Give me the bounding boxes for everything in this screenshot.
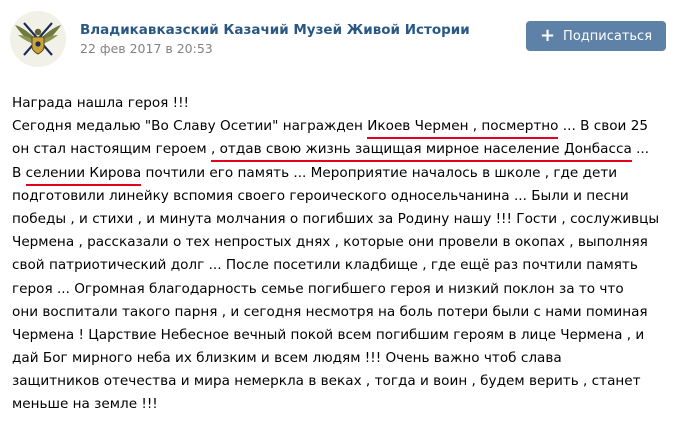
highlighted-hero-name: Икоев Чермен , посмертно [367,116,558,139]
plus-icon: + [539,24,556,46]
post-text-line: они воспитали такого парня , и сегодня несмотря на боль потери были с нами поминая [12,303,648,320]
post-text-line: дай Бог мирного неба их близким и всем людям !!! Очень важно чтоб слава [12,350,562,367]
post-text-line: меньше на земле !!! [12,396,158,413]
post-text-line [12,162,672,185]
highlighted-phrase: , отдав свою жизнь защищая мирное население Донбасса [211,139,632,162]
post-date[interactable]: 22 фев 2017 в 20:53 [80,41,213,56]
eagle-emblem-icon [10,11,66,67]
post-text-line [12,115,672,138]
text-segment: ... [631,141,650,158]
post-text-line: Награда нашла героя !!! [12,95,189,111]
post-text-line: подготовили линейку вспомия своего героического односельчанина ... Были и песни [12,187,629,204]
text-segment: Сегодня медалью "Во Славу Осетии" награжден [12,118,368,135]
post-text-line: Чермена , рассказали о тех непростых днях , которые они провели в окопах , выполняя [12,234,648,251]
post-text-line: Чермена ! Царствие Небесное вечный покой всем погибшим героям в лице Чермена , и [12,326,645,343]
post-text-line [12,138,672,161]
group-avatar[interactable] [10,11,66,67]
post-text-line: победы , и стихи , и минута молчания о погибших за Родину нашу !!! Гости , сослуживцы [12,210,660,227]
highlighted-village: селении Кирова [26,163,142,186]
text-segment: В [12,164,26,181]
text-segment: почтили его память ... Мероприятие началось в школе , где дети [141,164,618,181]
text-segment: ... В свои 25 [558,118,648,135]
post-text-line: героя ... Огромная благодарность семье погибшего героя и низкий поклон за то что [12,280,624,297]
text-segment: он стал настоящим героем [12,141,211,158]
subscribe-label: Подписаться [563,28,653,44]
post-author-link[interactable]: Владикавказский Казачий Музей Живой Истории [80,22,470,38]
subscribe-button[interactable] [526,21,666,51]
post-header [0,0,678,80]
post-text [12,92,672,417]
post-text-line: свой патриотический долг ... После посетили кладбище , где ещё раз почтили память [12,257,638,274]
post-text-line: защитников отечества и мира немеркла в веках , тогда и воин , будем верить , станет [12,373,641,390]
